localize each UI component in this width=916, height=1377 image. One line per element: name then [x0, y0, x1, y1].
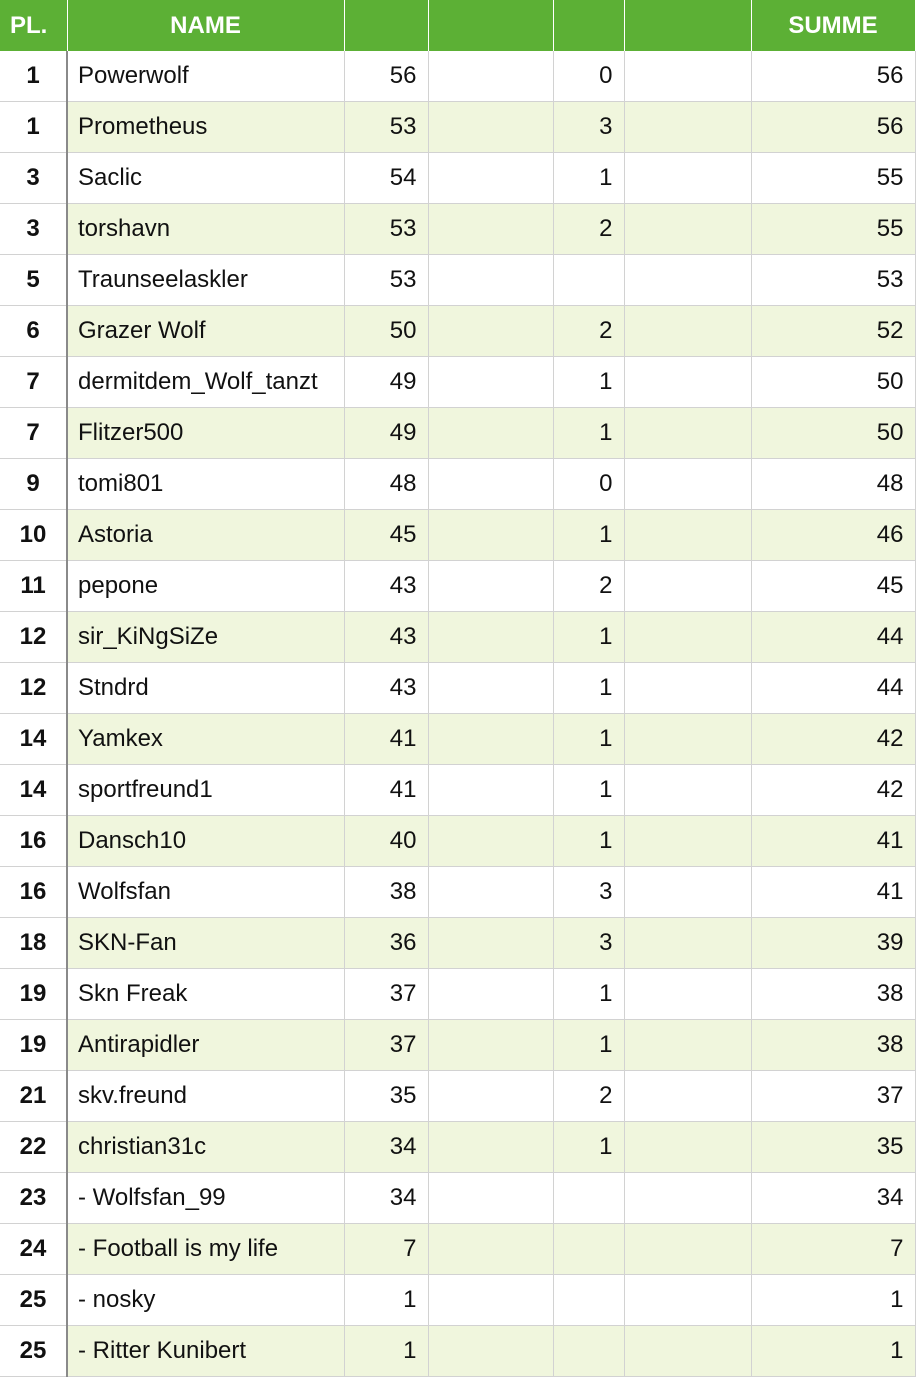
- sum-cell: 39: [751, 918, 915, 969]
- name-cell: SKN-Fan: [67, 918, 344, 969]
- empty-cell: [624, 1020, 751, 1071]
- sum-cell: 45: [751, 561, 915, 612]
- place-cell: 6: [0, 306, 67, 357]
- empty-cell: [428, 969, 553, 1020]
- bonus-cell: [553, 1275, 624, 1326]
- empty-cell: [428, 561, 553, 612]
- empty-cell: [624, 357, 751, 408]
- points-cell: 7: [344, 1224, 428, 1275]
- bonus-cell: 1: [553, 510, 624, 561]
- empty-cell: [624, 816, 751, 867]
- empty-cell: [624, 1275, 751, 1326]
- points-cell: 34: [344, 1173, 428, 1224]
- place-cell: 12: [0, 663, 67, 714]
- empty-cell: [428, 714, 553, 765]
- sum-cell: 1: [751, 1326, 915, 1377]
- name-cell: Antirapidler: [67, 1020, 344, 1071]
- table-row: [0, 204, 915, 255]
- name-cell: Grazer Wolf: [67, 306, 344, 357]
- header-col4: [428, 0, 553, 51]
- name-cell: Saclic: [67, 153, 344, 204]
- empty-cell: [428, 204, 553, 255]
- sum-cell: 41: [751, 867, 915, 918]
- place-cell: 22: [0, 1122, 67, 1173]
- bonus-cell: 1: [553, 816, 624, 867]
- sum-cell: 44: [751, 663, 915, 714]
- empty-cell: [624, 714, 751, 765]
- sum-cell: 55: [751, 153, 915, 204]
- points-cell: 34: [344, 1122, 428, 1173]
- table-row: [0, 102, 915, 153]
- name-cell: dermitdem_Wolf_tanzt: [67, 357, 344, 408]
- table-row: [0, 306, 915, 357]
- name-cell: Stndrd: [67, 663, 344, 714]
- empty-cell: [624, 408, 751, 459]
- points-cell: 43: [344, 612, 428, 663]
- sum-cell: 38: [751, 969, 915, 1020]
- bonus-cell: [553, 255, 624, 306]
- sum-cell: 44: [751, 612, 915, 663]
- empty-cell: [624, 1326, 751, 1377]
- bonus-cell: 1: [553, 1122, 624, 1173]
- name-cell: Prometheus: [67, 102, 344, 153]
- empty-cell: [624, 102, 751, 153]
- place-cell: 11: [0, 561, 67, 612]
- points-cell: 50: [344, 306, 428, 357]
- bonus-cell: [553, 1326, 624, 1377]
- sum-cell: 52: [751, 306, 915, 357]
- empty-cell: [624, 918, 751, 969]
- empty-cell: [624, 1173, 751, 1224]
- name-cell: Wolfsfan: [67, 867, 344, 918]
- sum-cell: 42: [751, 714, 915, 765]
- empty-cell: [624, 1071, 751, 1122]
- place-cell: 5: [0, 255, 67, 306]
- bonus-cell: 3: [553, 102, 624, 153]
- bonus-cell: [553, 1224, 624, 1275]
- name-cell: Flitzer500: [67, 408, 344, 459]
- table-row: [0, 816, 915, 867]
- header-col6: [624, 0, 751, 51]
- sum-cell: 35: [751, 1122, 915, 1173]
- bonus-cell: 0: [553, 459, 624, 510]
- name-cell: Yamkex: [67, 714, 344, 765]
- table-row: [0, 1173, 915, 1224]
- points-cell: 45: [344, 510, 428, 561]
- empty-cell: [428, 306, 553, 357]
- table-row: [0, 255, 915, 306]
- header-sum: SUMME: [751, 0, 915, 51]
- empty-cell: [428, 1020, 553, 1071]
- name-cell: Skn Freak: [67, 969, 344, 1020]
- place-cell: 21: [0, 1071, 67, 1122]
- empty-cell: [624, 1122, 751, 1173]
- table-row: [0, 561, 915, 612]
- name-cell: Dansch10: [67, 816, 344, 867]
- place-cell: 14: [0, 714, 67, 765]
- table-row: [0, 1326, 915, 1377]
- empty-cell: [428, 510, 553, 561]
- name-cell: christian31c: [67, 1122, 344, 1173]
- header-place: PL.: [0, 0, 67, 51]
- empty-cell: [624, 663, 751, 714]
- place-cell: 1: [0, 102, 67, 153]
- sum-cell: 50: [751, 357, 915, 408]
- name-cell: - nosky: [67, 1275, 344, 1326]
- points-cell: 53: [344, 102, 428, 153]
- empty-cell: [624, 969, 751, 1020]
- sum-cell: 41: [751, 816, 915, 867]
- bonus-cell: 0: [553, 51, 624, 102]
- header-col3: [344, 0, 428, 51]
- points-cell: 38: [344, 867, 428, 918]
- sum-cell: 1: [751, 1275, 915, 1326]
- empty-cell: [428, 918, 553, 969]
- table-row: [0, 1020, 915, 1071]
- name-cell: torshavn: [67, 204, 344, 255]
- points-cell: 43: [344, 561, 428, 612]
- place-cell: 9: [0, 459, 67, 510]
- empty-cell: [428, 1173, 553, 1224]
- table-row: [0, 1071, 915, 1122]
- name-cell: - Ritter Kunibert: [67, 1326, 344, 1377]
- table-row: [0, 867, 915, 918]
- empty-cell: [428, 1071, 553, 1122]
- empty-cell: [428, 612, 553, 663]
- sum-cell: 53: [751, 255, 915, 306]
- header-name: NAME: [67, 0, 344, 51]
- sum-cell: 42: [751, 765, 915, 816]
- bonus-cell: 1: [553, 1020, 624, 1071]
- points-cell: 53: [344, 255, 428, 306]
- table-row: [0, 663, 915, 714]
- place-cell: 23: [0, 1173, 67, 1224]
- points-cell: 35: [344, 1071, 428, 1122]
- table-row: [0, 918, 915, 969]
- place-cell: 12: [0, 612, 67, 663]
- place-cell: 10: [0, 510, 67, 561]
- empty-cell: [428, 408, 553, 459]
- points-cell: 48: [344, 459, 428, 510]
- table-row: [0, 1275, 915, 1326]
- place-cell: 18: [0, 918, 67, 969]
- points-cell: 56: [344, 51, 428, 102]
- place-cell: 25: [0, 1275, 67, 1326]
- place-cell: 7: [0, 408, 67, 459]
- sum-cell: 37: [751, 1071, 915, 1122]
- place-cell: 25: [0, 1326, 67, 1377]
- table-row: [0, 153, 915, 204]
- header-col5: [553, 0, 624, 51]
- sum-cell: 55: [751, 204, 915, 255]
- points-cell: 36: [344, 918, 428, 969]
- empty-cell: [428, 765, 553, 816]
- name-cell: - Wolfsfan_99: [67, 1173, 344, 1224]
- bonus-cell: 1: [553, 357, 624, 408]
- name-cell: - Football is my life: [67, 1224, 344, 1275]
- points-cell: 49: [344, 408, 428, 459]
- points-cell: 41: [344, 765, 428, 816]
- place-cell: 1: [0, 51, 67, 102]
- table-row: [0, 765, 915, 816]
- empty-cell: [428, 816, 553, 867]
- empty-cell: [428, 663, 553, 714]
- table-row: [0, 459, 915, 510]
- empty-cell: [428, 51, 553, 102]
- empty-cell: [624, 255, 751, 306]
- empty-cell: [428, 357, 553, 408]
- table-body: [0, 51, 915, 1377]
- points-cell: 54: [344, 153, 428, 204]
- place-cell: 19: [0, 969, 67, 1020]
- points-cell: 41: [344, 714, 428, 765]
- name-cell: skv.freund: [67, 1071, 344, 1122]
- points-cell: 49: [344, 357, 428, 408]
- empty-cell: [624, 765, 751, 816]
- bonus-cell: 1: [553, 612, 624, 663]
- points-cell: 40: [344, 816, 428, 867]
- table-row: [0, 1224, 915, 1275]
- sum-cell: 34: [751, 1173, 915, 1224]
- table-row: [0, 357, 915, 408]
- bonus-cell: 1: [553, 714, 624, 765]
- bonus-cell: [553, 1173, 624, 1224]
- empty-cell: [428, 1122, 553, 1173]
- table-row: [0, 408, 915, 459]
- bonus-cell: 1: [553, 969, 624, 1020]
- empty-cell: [428, 459, 553, 510]
- table-row: [0, 969, 915, 1020]
- points-cell: 1: [344, 1275, 428, 1326]
- sum-cell: 50: [751, 408, 915, 459]
- points-cell: 37: [344, 969, 428, 1020]
- table-row: [0, 612, 915, 663]
- header-row: [0, 0, 915, 51]
- bonus-cell: 2: [553, 306, 624, 357]
- bonus-cell: 1: [553, 408, 624, 459]
- bonus-cell: 1: [553, 765, 624, 816]
- empty-cell: [428, 1275, 553, 1326]
- sum-cell: 7: [751, 1224, 915, 1275]
- table-row: [0, 714, 915, 765]
- empty-cell: [428, 1326, 553, 1377]
- name-cell: sir_KiNgSiZe: [67, 612, 344, 663]
- empty-cell: [624, 51, 751, 102]
- empty-cell: [624, 867, 751, 918]
- bonus-cell: 2: [553, 1071, 624, 1122]
- sum-cell: 56: [751, 102, 915, 153]
- sum-cell: 56: [751, 51, 915, 102]
- place-cell: 14: [0, 765, 67, 816]
- sum-cell: 46: [751, 510, 915, 561]
- empty-cell: [428, 867, 553, 918]
- table-row: [0, 510, 915, 561]
- bonus-cell: 2: [553, 561, 624, 612]
- empty-cell: [428, 102, 553, 153]
- empty-cell: [624, 612, 751, 663]
- sum-cell: 38: [751, 1020, 915, 1071]
- points-cell: 37: [344, 1020, 428, 1071]
- bonus-cell: 2: [553, 204, 624, 255]
- empty-cell: [624, 1224, 751, 1275]
- name-cell: Astoria: [67, 510, 344, 561]
- empty-cell: [624, 153, 751, 204]
- empty-cell: [428, 1224, 553, 1275]
- points-cell: 53: [344, 204, 428, 255]
- empty-cell: [624, 510, 751, 561]
- name-cell: pepone: [67, 561, 344, 612]
- table-row: [0, 51, 915, 102]
- place-cell: 7: [0, 357, 67, 408]
- bonus-cell: 3: [553, 867, 624, 918]
- bonus-cell: 1: [553, 153, 624, 204]
- name-cell: Powerwolf: [67, 51, 344, 102]
- place-cell: 19: [0, 1020, 67, 1071]
- bonus-cell: 1: [553, 663, 624, 714]
- empty-cell: [624, 459, 751, 510]
- place-cell: 16: [0, 816, 67, 867]
- points-cell: 1: [344, 1326, 428, 1377]
- table-row: [0, 1122, 915, 1173]
- points-cell: 43: [344, 663, 428, 714]
- place-cell: 24: [0, 1224, 67, 1275]
- empty-cell: [428, 153, 553, 204]
- empty-cell: [428, 255, 553, 306]
- name-cell: Traunseelaskler: [67, 255, 344, 306]
- place-cell: 3: [0, 153, 67, 204]
- place-cell: 16: [0, 867, 67, 918]
- place-cell: 3: [0, 204, 67, 255]
- sum-cell: 48: [751, 459, 915, 510]
- name-cell: tomi801: [67, 459, 344, 510]
- bonus-cell: 3: [553, 918, 624, 969]
- empty-cell: [624, 306, 751, 357]
- name-cell: sportfreund1: [67, 765, 344, 816]
- empty-cell: [624, 561, 751, 612]
- empty-cell: [624, 204, 751, 255]
